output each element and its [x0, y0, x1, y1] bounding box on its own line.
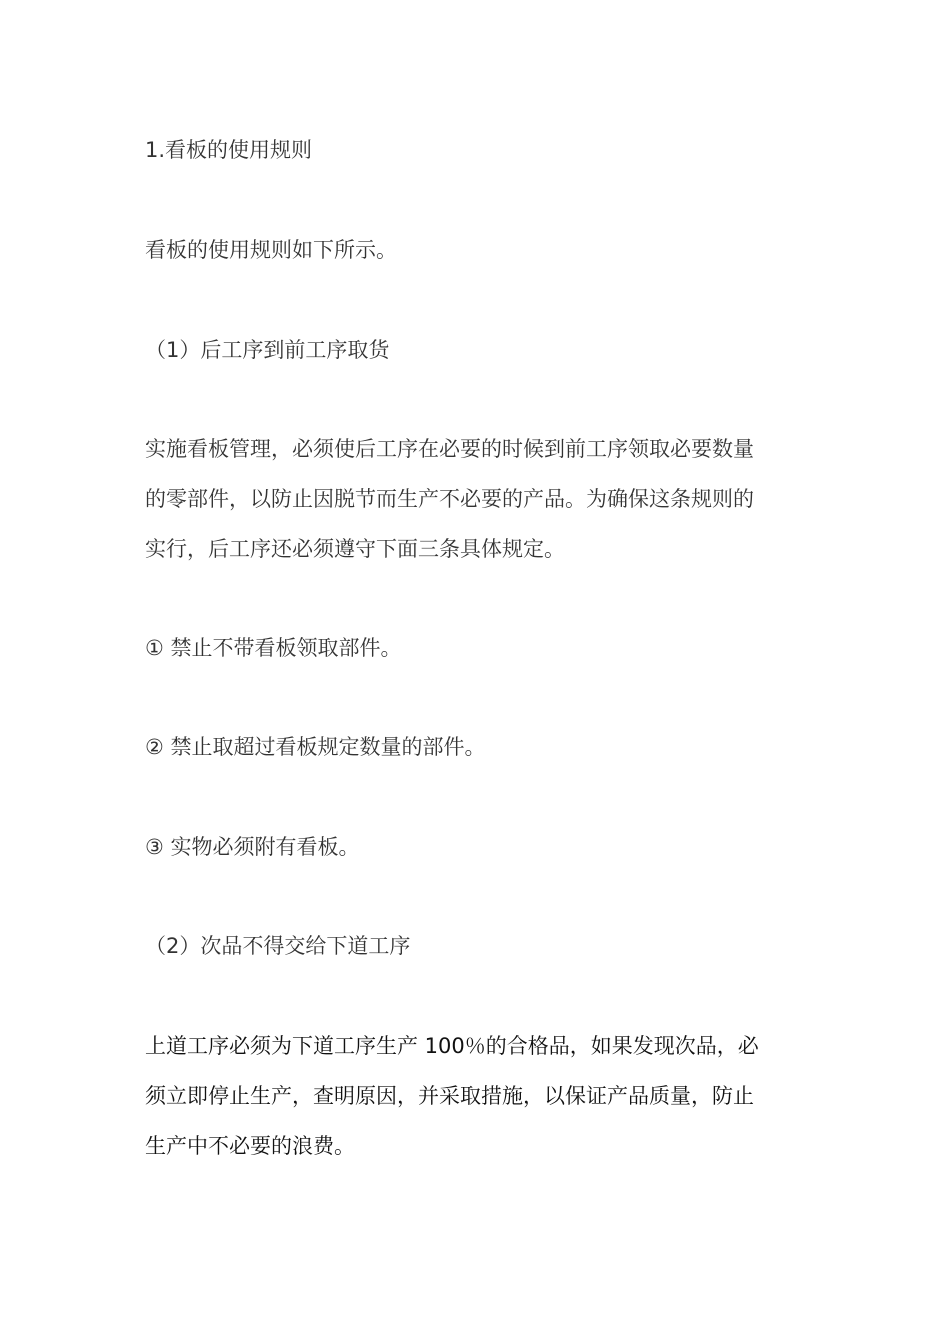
rule-item-2: ② 禁止取超过看板规定数量的部件。 — [145, 735, 486, 759]
section1-body-paragraph — [145, 424, 815, 574]
section-heading: 1.看板的使用规则 — [145, 138, 313, 162]
section2-body-paragraph — [145, 1021, 815, 1171]
intro-paragraph: 看板的使用规则如下所示。 — [145, 238, 397, 262]
rule-item-3: ③ 实物必须附有看板。 — [145, 835, 360, 859]
subsection-title-2: （2）次品不得交给下道工序 — [145, 934, 411, 958]
paragraph-line: 生产中不必要的浪费。 — [145, 1134, 355, 1158]
paragraph-line: 实行，后工序还必须遵守下面三条具体规定。 — [145, 537, 565, 561]
paragraph-line: 实施看板管理，必须使后工序在必要的时候到前工序领取必要数量 — [145, 437, 754, 461]
paragraph-line: 的零部件，以防止因脱节而生产不必要的产品。为确保这条规则的 — [145, 487, 754, 511]
rule-item-1: ① 禁止不带看板领取部件。 — [145, 636, 402, 660]
paragraph-line: 须立即停止生产，查明原因，并采取措施，以保证产品质量，防止 — [145, 1084, 754, 1108]
subsection-title-1: （1）后工序到前工序取货 — [145, 338, 390, 362]
paragraph-line: 上道工序必须为下道工序生产 100％的合格品，如果发现次品，必 — [145, 1034, 759, 1058]
